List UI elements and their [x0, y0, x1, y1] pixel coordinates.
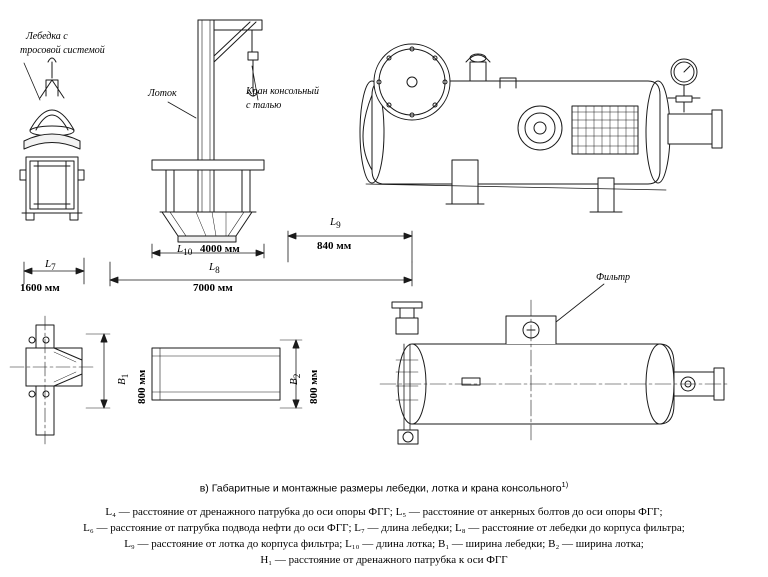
- legend-line-4: H₁ — расстояние от дренажного патрубка к оси ФГГ: [260, 554, 508, 566]
- dimension-b1-symbol: [116, 374, 130, 385]
- callout-tray: Лоток: [148, 88, 177, 99]
- callout-crane-line1: Кран консольный: [246, 86, 319, 97]
- filter-vessel-top-view: [360, 44, 722, 212]
- dimension-l8-subscript: 8: [215, 265, 220, 276]
- callout-filter: Фильтр: [596, 272, 631, 283]
- dimension-b2-subscript: 2: [292, 373, 303, 379]
- winch-plan-view: [10, 316, 110, 444]
- legend-line-3: L₉ — расстояние от лотка до корпуса фильтра; L₁₀ — длина лотка; B₁ — ширина лебедки; B₂ — ширина лотка;: [124, 538, 644, 550]
- figure-caption: [0, 480, 768, 495]
- dimension-l9-value: 840 мм: [317, 240, 352, 252]
- winch-drawing: [20, 58, 84, 220]
- dimension-l8-letter: L: [209, 261, 216, 273]
- dimension-l8-value: 7000 мм: [193, 282, 233, 294]
- dimension-b2-value: 800 мм: [308, 369, 320, 404]
- dimension-l7-symbol: [45, 258, 56, 273]
- dimension-l8-symbol: [209, 261, 220, 276]
- legend-line-1: L₄ — расстояние от дренажного патрубка до оси опоры ФГГ; L₅ — расстояние от анкерных болтов до оси опоры ФГГ;: [105, 506, 663, 518]
- dimension-l10-value: 4000 мм: [200, 243, 240, 255]
- dimension-l10-symbol: [177, 243, 192, 258]
- figure-caption-text: в) Габаритные и монтажные размеры лебедки, лотка и крана консольного: [199, 482, 562, 495]
- dimension-b1-subscript: 1: [120, 373, 131, 379]
- dimension-b1-letter: B: [116, 378, 128, 385]
- filter-side-view: [380, 300, 730, 444]
- dimension-b2-letter: B: [288, 378, 300, 385]
- dimension-l9-subscript: 9: [336, 220, 341, 231]
- callout-winch-line2: тросовой системой: [20, 45, 105, 56]
- tray-and-crane-drawing: [152, 20, 264, 242]
- dimension-b1-value: 800 мм: [136, 369, 148, 404]
- dimension-l9-letter: L: [330, 216, 337, 228]
- callout-crane-line2: с талью: [246, 100, 282, 111]
- dimension-l7-subscript: 7: [51, 262, 56, 273]
- dimension-l9-symbol: [330, 216, 341, 231]
- dimension-l10-letter: L: [177, 243, 184, 255]
- callout-winch-line1: Лебедка с: [26, 31, 68, 42]
- legend-line-2: L₆ — расстояние от патрубка подвода нефти до оси ФГГ; L₇ — длина лебедки; L₈ — расстояние от лебедки до корпуса фильтра;: [83, 522, 685, 534]
- tray-plan-view: [152, 340, 302, 408]
- dimension-l7-value: 1600 мм: [20, 282, 60, 294]
- dimension-l10-subscript: 10: [183, 247, 193, 258]
- figure-caption-footnote: 1): [561, 480, 569, 489]
- dimension-b2-symbol: [288, 374, 302, 385]
- dimension-l7-letter: L: [45, 258, 52, 270]
